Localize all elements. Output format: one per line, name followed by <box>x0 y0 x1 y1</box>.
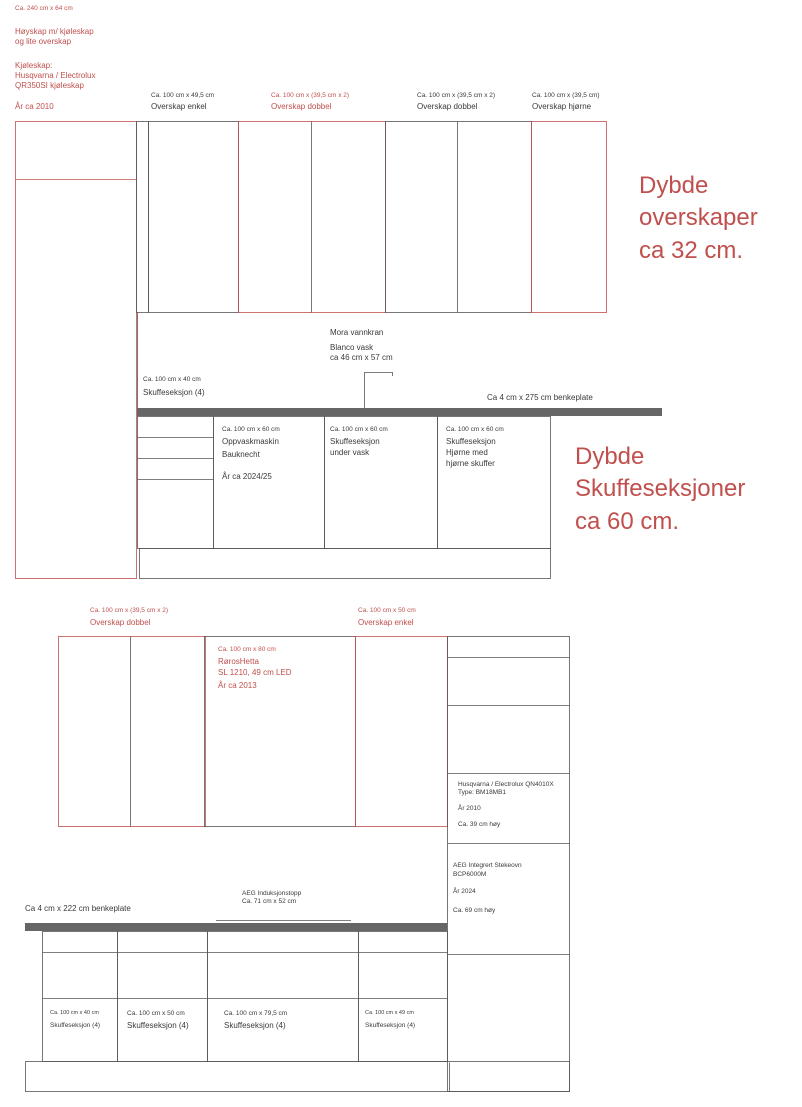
faucet-label: Mora vannkran <box>330 328 384 337</box>
drawer-left-dim: Ca. 100 cm x 40 cm <box>143 376 201 383</box>
depth-upper-text <box>639 170 758 267</box>
cooktop-line2: Ca. 71 cm x 52 cm <box>242 898 297 905</box>
upper-double-bottom-label: Overskap dobbel <box>90 618 151 627</box>
corner-drawers-line2: Hjørne med <box>446 448 488 457</box>
hood-line1: RørosHetta <box>218 657 259 666</box>
microwave-line2: Type: BM18MB1 <box>458 789 507 796</box>
sink-dim: ca 46 cm x 57 cm <box>330 353 393 362</box>
lower-drawer-b1 <box>43 932 118 1062</box>
fridge-label: Kjøleskap: <box>15 61 53 70</box>
dishwasher-line1: Oppvaskmaskin <box>222 437 279 446</box>
upper-single-bottom-label: Overskap enkel <box>358 618 414 627</box>
depth-upper-line3: ca 32 cm. <box>639 236 744 264</box>
depth-upper-line1: Dybde <box>639 172 709 199</box>
plinth-bottom <box>26 1062 570 1092</box>
upper-corner-dim: Ca. 100 cm x (39,5 cm) <box>532 92 600 99</box>
tall-cabinet-line1: Høyskap m/ kjøleskap <box>15 27 94 36</box>
fridge-brand: Husqvarna / Electrolux <box>15 71 96 80</box>
upper-single-dim: Ca. 100 cm x 49,5 cm <box>151 92 215 99</box>
depth-upper-line2: overskaper <box>639 204 758 232</box>
corner-drawers-line3: hjørne skuffer <box>446 459 495 468</box>
drawer-b4-label: Skuffeseksjon (4) <box>365 1022 416 1029</box>
dishwasher-line2: Bauknecht <box>222 450 260 459</box>
depth-lower-line2: Skuffeseksjoner <box>575 475 746 503</box>
under-sink-line1: Skuffeseksjon <box>330 437 380 446</box>
dishwasher-dim: Ca. 100 cm x 60 cm <box>222 426 280 433</box>
hood-year: År ca 2013 <box>218 681 257 690</box>
hood-line2: SL 1210, 49 cm LED <box>218 668 292 677</box>
cooktop-line1: AEG Induksjonstopp <box>242 890 302 897</box>
drawer-b1-dim: Ca. 100 cm x 40 cm <box>50 1010 99 1016</box>
lower-drawer-b3 <box>208 932 359 1062</box>
upper-cabinet-single <box>149 122 239 313</box>
lower-drawer-b4 <box>359 932 448 1062</box>
upper-double1-dim: Ca. 100 cm x (39,5 cm x 2) <box>271 92 350 99</box>
hood-dim: Ca. 100 cm x 80 cm <box>218 646 276 653</box>
drawer-left-label: Skuffeseksjon (4) <box>143 388 205 397</box>
corner-drawers-dim: Ca. 100 cm x 60 cm <box>446 426 504 433</box>
depth-lower-text <box>575 441 745 538</box>
tall-cabinet-line2: og lite overskap <box>15 37 72 46</box>
oven-line2: BCP6000M <box>453 871 487 878</box>
microwave-year: År 2010 <box>458 805 481 812</box>
upper-single-bottom-dim: Ca. 100 cm x 50 cm <box>358 607 416 614</box>
oven-year: År 2024 <box>453 888 476 895</box>
corner-drawers-line1: Skuffeseksjon <box>446 437 496 446</box>
upper-double2-label: Overskap dobbel <box>417 102 478 111</box>
countertop-bottom <box>25 923 447 931</box>
upper-cabinet-double-1 <box>239 122 386 313</box>
microwave-line1: Husqvarna / Electrolux QN4010X <box>458 781 554 788</box>
upper-double-bottom-dim: Ca. 100 cm x (39,5 cm x 2) <box>90 607 169 614</box>
tall-cabinet-outline <box>16 122 137 579</box>
under-sink-line2: under vask <box>330 448 370 457</box>
drawer-b4-dim: Ca. 100 cm x 49 cm <box>365 1010 414 1016</box>
drawer-b1-label: Skuffeseksjon (4) <box>50 1022 101 1029</box>
tall-cabinet-dim: Ca. 240 cm x 64 cm <box>15 5 73 12</box>
microwave-height: Ca. 39 cm høy <box>458 821 501 828</box>
drawer-b3-dim: Ca. 100 cm x 79,5 cm <box>224 1010 288 1017</box>
dishwasher-year: År ca 2024/25 <box>222 472 272 481</box>
oven-height: Ca. 69 cm høy <box>453 907 496 914</box>
upper-double1-label: Overskap dobbel <box>271 102 332 111</box>
drawer-b2-label: Skuffeseksjon (4) <box>127 1021 189 1030</box>
fridge-model: QR350SI kjøleskap <box>15 81 84 90</box>
oven-line1: AEG Integrert Stekeovn <box>453 862 522 869</box>
depth-lower-line3: ca 60 cm. <box>575 507 680 535</box>
sink-label: Blanco vask <box>330 343 374 352</box>
upper-corner-label: Overskap hjørne <box>532 102 592 111</box>
fridge-year: År ca 2010 <box>15 102 54 111</box>
drawer-b2-dim: Ca. 100 cm x 50 cm <box>127 1010 185 1017</box>
lower-drawer-b2 <box>118 932 208 1062</box>
countertop-top-label: Ca 4 cm x 275 cm benkeplate <box>487 393 593 402</box>
countertop-bottom-label: Ca 4 cm x 222 cm benkeplate <box>25 904 131 913</box>
faucet-shape <box>365 373 393 409</box>
depth-lower-line1: Dybde <box>575 443 645 470</box>
lower-drawer-left <box>138 417 214 549</box>
upper-cabinet-narrow-filler <box>137 122 149 313</box>
plinth-top <box>140 549 551 579</box>
countertop-top <box>137 408 662 416</box>
drawer-b3-label: Skuffeseksjon (4) <box>224 1021 286 1030</box>
upper-single-label: Overskap enkel <box>151 102 207 111</box>
upper-double2-dim: Ca. 100 cm x (39,5 cm x 2) <box>417 92 496 99</box>
upper-cabinet-corner <box>532 122 607 313</box>
under-sink-dim: Ca. 100 cm x 60 cm <box>330 426 388 433</box>
upper-double-bottom <box>59 637 206 827</box>
upper-single-bottom <box>356 637 448 827</box>
upper-cabinet-double-2 <box>386 122 532 313</box>
